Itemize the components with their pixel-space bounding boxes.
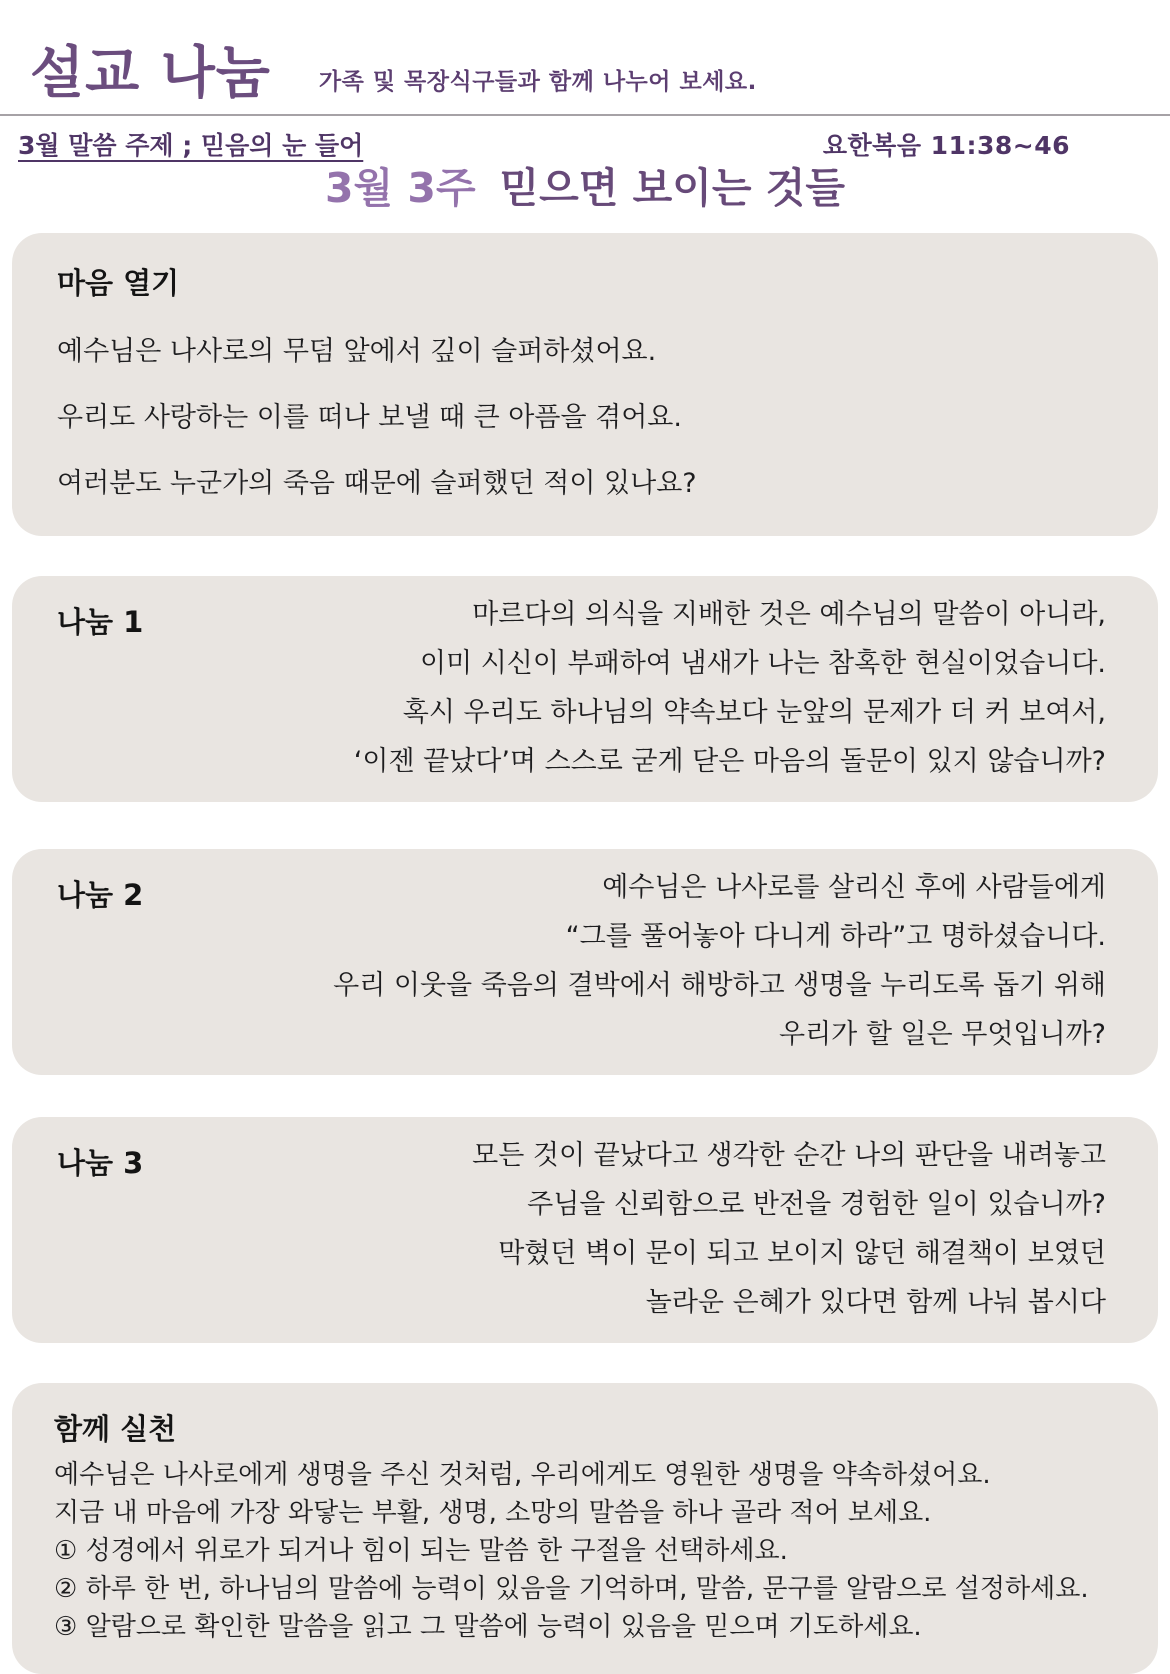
- scripture-reference: 요한복음 11:38~46: [822, 131, 1070, 160]
- week-headline: [0, 166, 1170, 211]
- section-line: 놀라운 은혜가 있다면 함께 나눠 봅시다: [645, 1287, 1106, 1319]
- week-title: 믿으면 보이는 것들: [499, 164, 845, 212]
- page-title: 설교 나눔: [30, 41, 271, 106]
- section-line: 혹시 우리도 하나님의 약속보다 눈앞의 문제가 더 커 보여서,: [402, 697, 1106, 729]
- section-line: 지금 내 마음에 가장 와닿는 부활, 생명, 소망의 말씀을 하나 골라 적어 보세요.: [54, 1498, 932, 1529]
- section-line: 마르다의 의식을 지배한 것은 예수님의 말씀이 아니라,: [472, 599, 1106, 631]
- meta-row: [0, 126, 1170, 162]
- masthead: [0, 41, 1170, 108]
- section-sharing-2: [12, 849, 1158, 1075]
- section-sharing-3: [12, 1117, 1158, 1343]
- section-body: [227, 1131, 1106, 1327]
- section-heading: 나눔 2: [57, 878, 144, 913]
- section-line: 막혔던 벽이 문이 되고 보이지 않던 해결책이 보였던: [498, 1238, 1106, 1270]
- section-line: 우리 이웃을 죽음의 결박에서 해방하고 생명을 누리도록 돕기 위해: [333, 970, 1106, 1002]
- section-line: 예수님은 나사로를 살리신 후에 사람들에게: [602, 872, 1106, 904]
- monthly-theme-label: 3월 말씀 주제 ; 믿음의 눈 들어: [18, 131, 364, 160]
- section-body: [227, 863, 1106, 1059]
- section-line: 예수님은 나사로에게 생명을 주신 것처럼, 우리에게도 영원한 생명을 약속하셨어요.: [54, 1460, 991, 1491]
- section-line: 우리도 사랑하는 이를 떠나 보낼 때 큰 아픔을 겪어요.: [57, 402, 682, 434]
- page-subtitle: 가족 및 목장식구들과 함께 나누어 보세요.: [318, 69, 757, 95]
- section-heading: 마음 열기: [57, 266, 180, 301]
- section-heading: 나눔 1: [57, 605, 144, 640]
- section-heading: 함께 실천: [54, 1412, 177, 1447]
- section-line: 예수님은 나사로의 무덤 앞에서 깊이 슬퍼하셨어요.: [57, 336, 657, 368]
- section-practice-together: [12, 1383, 1158, 1674]
- section-line: 우리가 할 일은 무엇입니까?: [779, 1019, 1106, 1051]
- section-heading: 나눔 3: [57, 1146, 144, 1181]
- week-label: 3월 3주: [325, 164, 476, 212]
- section-sharing-1: [12, 576, 1158, 802]
- section-line: “그를 풀어놓아 다니게 하라”고 명하셨습니다.: [565, 921, 1106, 953]
- section-line: 주님을 신뢰함으로 반전을 경험한 일이 있습니까?: [527, 1189, 1106, 1221]
- divider: [0, 114, 1170, 116]
- section-line: ② 하루 한 번, 하나님의 말씀에 능력이 있음을 기억하며, 말씀, 문구를 알람으로 설정하세요.: [54, 1574, 1089, 1605]
- section-heart-opening: [12, 233, 1158, 536]
- section-line: ③ 알람으로 확인한 말씀을 읽고 그 말씀에 능력이 있음을 믿으며 기도하세요.: [54, 1612, 922, 1643]
- section-line: ① 성경에서 위로가 되거나 힘이 되는 말씀 한 구절을 선택하세요.: [54, 1536, 788, 1567]
- section-line: ‘이젠 끝났다’며 스스로 굳게 닫은 마음의 돌문이 있지 않습니까?: [353, 746, 1106, 778]
- section-line: 여러분도 누군가의 죽음 때문에 슬퍼했던 적이 있나요?: [57, 468, 697, 500]
- section-body: [227, 590, 1106, 786]
- section-line: 모든 것이 끝났다고 생각한 순간 나의 판단을 내려놓고: [472, 1140, 1106, 1172]
- section-line: 이미 시신이 부패하여 냄새가 나는 참혹한 현실이었습니다.: [419, 648, 1106, 680]
